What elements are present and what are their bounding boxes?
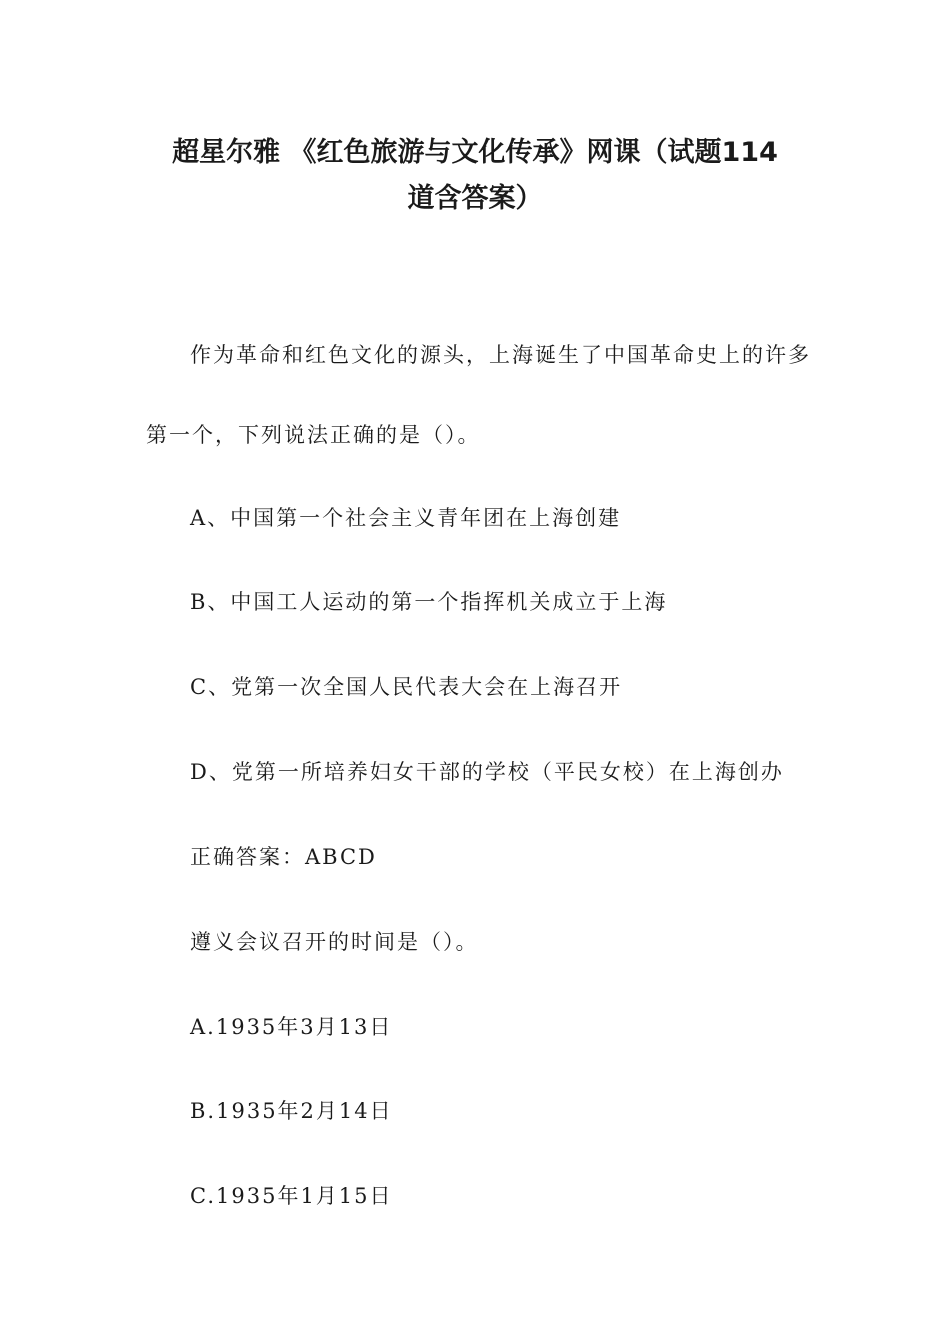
question-2-option-b: B.1935年2月14日 [190,1099,393,1123]
question-1-stem-line-2: 第一个，下列说法正确的是（）。 [146,423,481,447]
question-1-option-d: D、党第一所培养妇女干部的学校（平民女校）在上海创办 [190,760,784,784]
question-1-option-a: A、中国第一个社会主义青年团在上海创建 [190,506,622,530]
question-1-stem-line-1: 作为革命和红色文化的源头，上海诞生了中国革命史上的许多 [190,343,811,367]
question-1-option-b: B、中国工人运动的第一个指挥机关成立于上海 [190,590,668,614]
question-2-option-c: C.1935年1月15日 [190,1184,393,1208]
title-line-2: 道含答案） [407,183,543,214]
question-1-option-c: C、党第一次全国人民代表大会在上海召开 [190,675,623,699]
question-2-stem: 遵义会议召开的时间是（）。 [190,930,479,954]
question-1-answer: 正确答案：ABCD [190,845,377,869]
title-line-1: 超星尔雅 《红色旅游与文化传承》网课（试题114 [172,137,778,168]
document-title [100,130,850,222]
question-2-option-a: A.1935年3月13日 [190,1015,393,1039]
